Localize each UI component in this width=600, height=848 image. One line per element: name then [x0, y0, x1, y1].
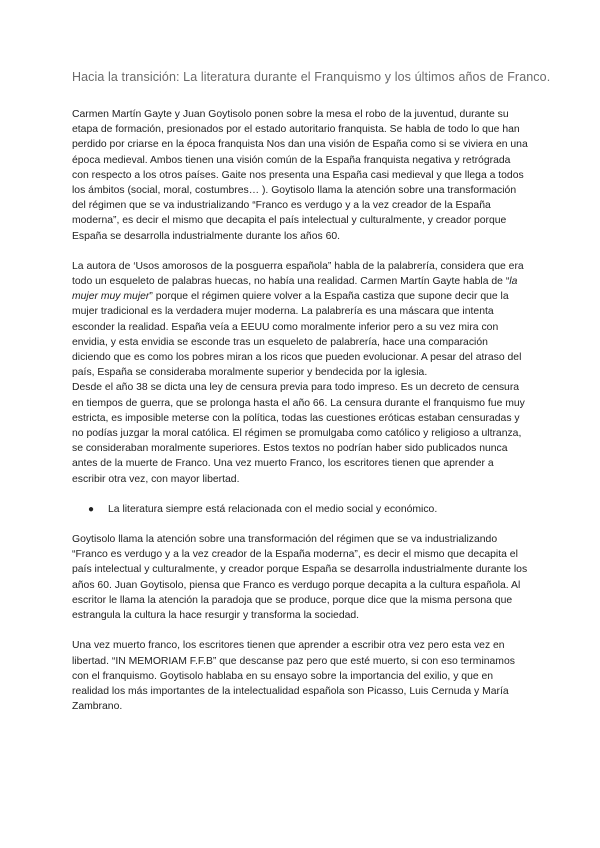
paragraph-gap: [72, 623, 528, 638]
paragraph-4: Goytisolo llama la atención sobre una transformación del régimen que se va industrializando “Franco es verdugo y a la vez creador de la España moderna”, es decir el mismo que decapita el país intelectual y culturalmente, y creador porque España se desarrolla industrialmente durante los años 60. Juan Goytisolo, piensa que Franco es verdugo porque decapita a la cultura española. Al escritor le llama la atención la paradoja que se produce, porque dice que la misma persona que estrangula la cultura la hace resurgir y transforma la sociedad.: [72, 534, 528, 622]
paragraph-gap: [72, 517, 528, 532]
paragraph-gap: [72, 487, 528, 502]
bullet-text: La literatura siempre está relacionada con el medio social y económico.: [108, 503, 438, 515]
paragraph-1: Carmen Martín Gayte y Juan Goytisolo ponen sobre la mesa el robo de la juventud, durante su etapa de formación, presionados por el estado autoritario franquista. Se habla de todo lo que han perdido por criarse en la época franquista Nos dan una visión de España como si se viviera en una época medieval. Ambos tienen una visión común de la España franquista negativa y retrógrada con respecto a los otros países. Gaite nos presenta una España casi medieval y que llega a todos los ámbitos (social, moral, costumbres… ). Goytisolo llama la atención sobre una transformación del régimen que se va industrializando “Franco es verdugo y a la vez creador de la España moderna”, es decir el mismo que decapita el país intelectual y culturalmente, y creador porque España se desarrolla industrialmente durante los años 60.: [72, 109, 528, 242]
paragraph-2-start: La autora de ‘Usos amorosos de la posguerra española” habla de la palabrería, considera que era todo un esqueleto de palabras huecas, no había una realidad. Carmen Martín Gayte habla de “: [72, 260, 524, 288]
paragraph-2-end: ” porque el régimen quiere volver a la España castiza que supone decir que la mujer tradicional es la verdadera mujer moderna. La palabrería es una máscara que intenta esconder la realidad. España veía a EEUU como moralmente inferior pero a su vez mira con envidia, y esta envidia se esconde tras un esqueleto de palabrería, hace una comparación diciendo que es como los pobres miran a los ricos que pueden evolucionar. A pesar del atraso del país, España se consideraba moralmente superior y bendecida por la iglesia.: [72, 291, 522, 379]
bullet-item: [72, 502, 528, 517]
paragraph-2: [72, 259, 528, 381]
bullet-icon: ●: [88, 503, 95, 515]
paragraph-5: Una vez muerto franco, los escritores tienen que aprender a escribir otra vez pero esta vez en libertad. “IN MEMORIAM F.F.B” que descanse paz pero que esté muerto, si con eso terminamos con el franquismo. Goytisolo hablaba en su ensayo sobre la importancia del exilio, y que en realidad los más importantes de la intelectualidad española son Picasso, Luis Cernuda y María Zambrano.: [72, 640, 515, 713]
paragraph-2-italic: la mujer muy mujer: [72, 276, 518, 303]
bullet-list: [72, 502, 528, 517]
paragraph-gap: [72, 244, 528, 259]
document-title: Hacia la transición: La literatura durante el Franquismo y los últimos años de Franco.: [72, 70, 551, 84]
paragraph-3: Desde el año 38 se dicta una ley de censura previa para todo impreso. Es un decreto de censura en tiempos de guerra, que se prolonga hasta el año 66. La censura durante el franquismo fue muy estricta, es imposible meterse con la política, todas las cuestiones eróticas estaban censuradas y no podías juzgar la moral católica. El régimen se promulgaba como católico y religioso a ultranza, se consideraban moralmente superiores. Estos textos no podrían haber sido publicados nunca antes de la muerte de Franco. Una vez muerto Franco, los escritores tienen que aprender a escribir otra vez, con mayor libertad.: [72, 382, 525, 485]
